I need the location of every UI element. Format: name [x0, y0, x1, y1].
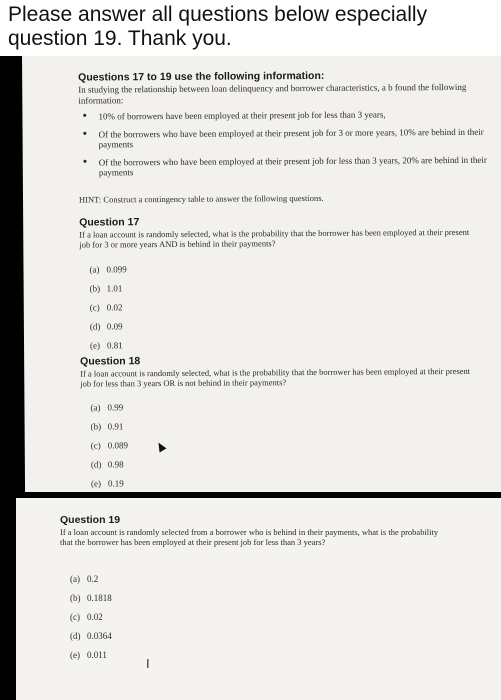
q18-text: If a loan account is randomly selected, what is the probability that the borrower has been employed at their present job for less than 3 years OR is not behind in their payments? [80, 365, 471, 389]
option-label: (a) [89, 264, 100, 275]
option-value: 0.19 [107, 478, 124, 489]
info-heading: Questions 17 to 19 use the following information: [78, 69, 325, 84]
q19-text: If a loan account is randomly selected from a borrower who is behind in their payments, what is the probability that the borrower has been employed at their present job for less than 3 years? [60, 527, 439, 547]
text-cursor-icon: I [146, 656, 150, 671]
paper-page-2 [16, 498, 501, 700]
q17-option[interactable] [90, 283, 127, 294]
bullet-item: • Of the borrowers who have been employed at their present job for less than 3 years, 20% are behind in their payments [79, 155, 489, 178]
q19-option[interactable] [70, 593, 112, 604]
q17-title: Question 17 [79, 216, 140, 229]
option-value: 0.09 [106, 321, 123, 332]
q17-option[interactable] [90, 302, 127, 313]
option-value: 0.011 [87, 650, 107, 660]
option-value: 1.01 [106, 283, 123, 294]
q18-option[interactable] [91, 459, 128, 470]
q18-title: Question 18 [80, 355, 141, 368]
option-value: 0.02 [87, 612, 103, 622]
option-value: 0.089 [107, 440, 129, 451]
option-value: 0.91 [107, 421, 124, 432]
q19-title: Question 19 [60, 514, 121, 526]
option-value: 0.1818 [87, 593, 112, 603]
q17-text: If a loan account is randomly selected, what is the probability that the borrower has been employed at their present job for 3 or more years AND is behind in their payments? [79, 226, 470, 250]
bullet-item: • 10% of borrowers have been employed at their present job for less than 3 years, [78, 109, 488, 122]
q18-option[interactable] [90, 402, 127, 413]
option-value: 0.099 [106, 264, 127, 275]
photo-question-19 [0, 498, 501, 700]
option-label: (b) [70, 593, 81, 603]
option-label: (d) [70, 631, 81, 641]
bullet-item: • Of the borrowers who have been employed at their present job for 3 or more years, 10% are behind in their payments [79, 127, 489, 150]
option-label: (e) [70, 650, 80, 660]
option-label: (d) [89, 321, 101, 332]
q18-option[interactable] [91, 421, 128, 432]
option-label: (c) [90, 440, 101, 451]
q18-option[interactable] [91, 440, 128, 451]
info-bullets [78, 109, 489, 186]
option-label: (a) [70, 574, 80, 584]
header-text: Please answer all questions below especially question 19. Thank you. [8, 3, 428, 50]
q19-option[interactable] [70, 631, 112, 642]
option-value: 0.98 [107, 459, 124, 470]
option-label: (e) [90, 478, 102, 489]
q17-option[interactable] [89, 264, 126, 275]
paper-page-1 [22, 56, 501, 492]
option-label: (a) [90, 402, 101, 413]
q19-option[interactable] [70, 612, 112, 623]
option-value: 0.2 [87, 574, 99, 584]
hint-text: HINT: Construct a contingency table to answer the following questions. [78, 192, 324, 205]
option-label: (c) [89, 302, 100, 313]
q19-option[interactable] [70, 650, 112, 661]
q19-option[interactable] [70, 574, 112, 585]
option-label: (c) [70, 612, 80, 622]
q17-option[interactable] [90, 340, 127, 351]
option-value: 0.02 [106, 302, 123, 313]
option-label: (d) [90, 459, 102, 470]
mouse-pointer-icon [155, 441, 166, 453]
option-value: 0.0364 [87, 631, 112, 641]
info-intro: In studying the relationship between loan delinquency and borrower characteristics, a b found the following information: [78, 81, 467, 106]
q18-option[interactable] [91, 478, 128, 489]
option-label: (b) [89, 283, 101, 294]
q19-options [70, 574, 112, 669]
q17-options [89, 264, 127, 359]
option-label: (b) [90, 421, 102, 432]
q18-options [90, 402, 128, 492]
header-banner [0, 0, 501, 56]
option-value: 0.99 [107, 402, 124, 413]
photo-questions-17-18 [0, 56, 501, 492]
option-value: 0.81 [107, 340, 123, 351]
option-label: (e) [90, 340, 101, 351]
q17-option[interactable] [90, 321, 127, 332]
